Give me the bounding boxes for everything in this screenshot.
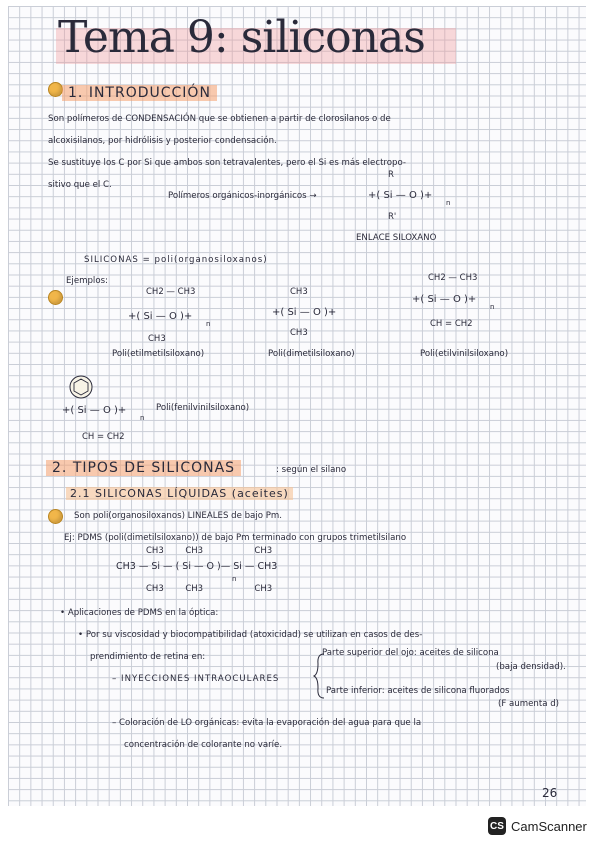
injections-text: INYECCIONES INTRAOCULARES [121, 674, 280, 684]
apps-label: • Aplicaciones de PDMS en la óptica: [60, 608, 219, 618]
camscanner-icon: CS [488, 817, 506, 835]
structure-middle: +( Si — O )+ [368, 190, 433, 201]
app1-line-1: • Por su viscosidad y biocompatibilidad (atoxicidad) se utilizan en casos de des- [78, 630, 423, 640]
example4-sub: n [140, 414, 145, 422]
section1-title: INTRODUCCIÓN [88, 85, 211, 101]
phenyl-ring-icon [68, 374, 94, 400]
app1-line-1-text: Por su viscosidad y biocompatibilidad (atoxicidad) se utilizan en casos de des- [85, 630, 423, 640]
example3-bottom: CH = CH2 [430, 319, 473, 329]
pdms-top: CH3 CH3 CH3 [146, 546, 273, 556]
structure-sub: n [446, 199, 451, 207]
intro-line-4: sitivo que el C. [48, 180, 112, 190]
example4-name: Poli(fenilvinilsiloxano) [156, 403, 250, 413]
injections-label: – INYECCIONES INTRAOCULARES [112, 674, 280, 684]
subsection-heading [66, 487, 293, 500]
example3-middle: +( Si — O )+ [412, 294, 477, 305]
section2-number: 2. [52, 460, 68, 476]
intro-line-1: Son polímeros de CONDENSACIÓN que se obtienen a partir de clorosilanos o de [48, 114, 391, 124]
pdms-middle: CH3 — Si — ( Si — O )— Si — CH3 [116, 561, 278, 572]
example3-top: CH2 — CH3 [428, 273, 478, 283]
brace-icon [312, 652, 326, 700]
pdms-sub: n [232, 575, 237, 583]
subsection-number: 2.1 [70, 487, 91, 500]
bullet-dot [48, 509, 63, 524]
camscanner-label: CamScanner [511, 818, 587, 834]
bullet-dot [48, 82, 63, 97]
structure-top: R [388, 170, 394, 180]
example3-name: Poli(etilvinilsiloxano) [420, 349, 509, 359]
example1-top: CH2 — CH3 [146, 287, 196, 297]
example4-bottom: CH = CH2 [82, 432, 125, 442]
app2-line-1: – Coloración de LO orgánicas: evita la evaporación del agua para que la [112, 718, 422, 728]
examples-label: Ejemplos: [66, 276, 108, 286]
example2-middle: +( Si — O )+ [272, 307, 337, 318]
section1-heading [62, 85, 217, 101]
app2-line-1-text: Coloración de LO orgánicas: evita la evaporación del agua para que la [119, 718, 422, 728]
example1-bottom: CH3 [148, 334, 166, 344]
section2-title: TIPOS DE SILICONAS [72, 460, 236, 476]
app2-line-2: concentración de colorante no varíe. [124, 740, 283, 750]
page-number: 26 [542, 786, 558, 800]
lower-part: Parte inferior: aceites de silicona fluorados [326, 686, 510, 696]
bullet-dot [48, 290, 63, 305]
subsection-title: SILICONAS LÍQUIDAS (aceites) [95, 487, 289, 500]
bond-label: ENLACE SILOXANO [356, 233, 437, 243]
example1-middle: +( Si — O )+ [128, 311, 193, 322]
structure-bottom: R' [388, 212, 397, 222]
siliconas-equation: SILICONAS = poli(organosiloxanos) [84, 255, 268, 265]
liquid-line-2: Ej: PDMS (poli(dimetilsiloxano)) de bajo Pm terminado con grupos trimetilsilano [64, 533, 407, 543]
section2-suffix: : según el silano [276, 465, 347, 475]
liquid-line-1: Son poli(organosiloxanos) LINEALES de bajo Pm. [74, 511, 282, 521]
upper-part: Parte superior del ojo: aceites de silicona [322, 648, 499, 658]
example1-sub: n [206, 320, 211, 328]
intro-line-2: alcoxisilanos, por hidrólisis y posterior condensación. [48, 136, 277, 146]
intro-line-3: Se sustituye los C por Si que ambos son tetravalentes, pero el Si es más electropo- [48, 158, 407, 168]
pdms-bottom: CH3 CH3 CH3 [146, 584, 273, 594]
section1-number: 1. [68, 85, 84, 101]
page-title: Tema 9: siliconas [58, 12, 425, 63]
example4-middle: +( Si — O )+ [62, 405, 127, 416]
camscanner-watermark [488, 817, 587, 835]
upper-note: (baja densidad). [496, 662, 566, 672]
app1-line-2: prendimiento de retina en: [90, 652, 206, 662]
section2-heading [46, 460, 241, 476]
example2-bottom: CH3 [290, 328, 308, 338]
apps-label-text: Aplicaciones de PDMS en la óptica: [67, 608, 219, 618]
lower-note: (F aumenta d) [498, 699, 560, 709]
polymers-label: Polímeros orgánicos-inorgánicos → [168, 191, 317, 201]
example2-top: CH3 [290, 287, 308, 297]
example3-sub: n [490, 303, 495, 311]
example1-name: Poli(etilmetilsiloxano) [112, 349, 205, 359]
example2-name: Poli(dimetilsiloxano) [268, 349, 355, 359]
